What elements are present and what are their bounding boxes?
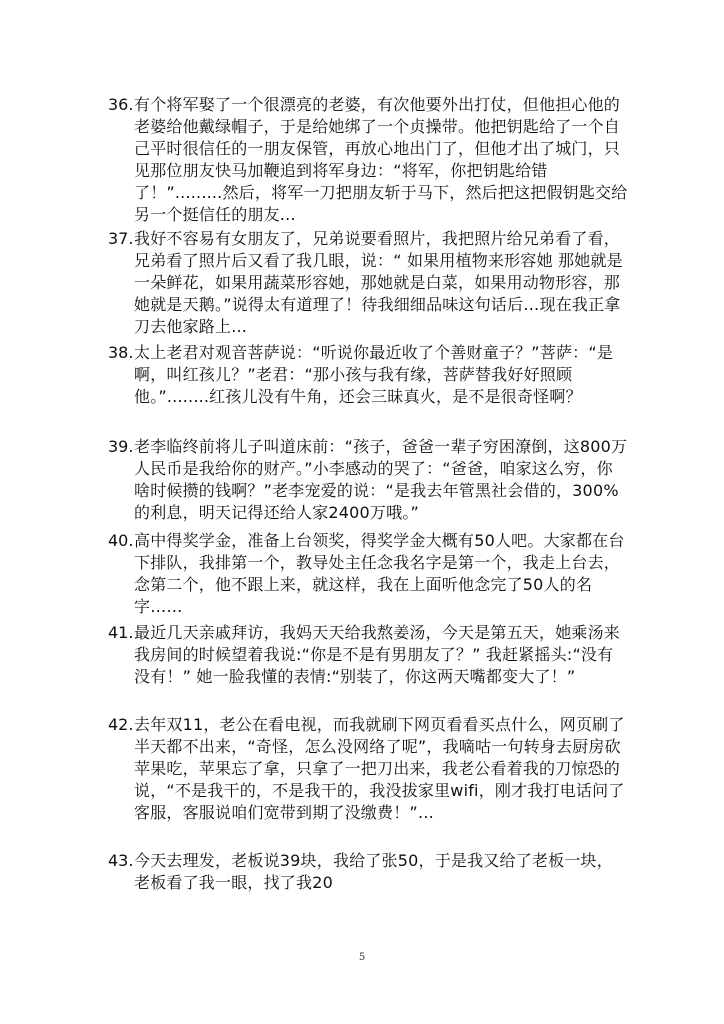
joke-item-38	[108, 342, 628, 408]
item-text: 太上老君对观音菩萨说：“听说你最近收了个善财童子？”菩萨：“是啊，叫红孩儿？”老君：“那小孩与我有缘，菩萨替我好好照顾他。”........红孩儿没有牛角，还会三昧真火，是不是很奇怪啊？	[134, 343, 614, 406]
item-text: 老李临终前将儿子叫道床前：“孩子，爸爸一辈子穷困潦倒，这800万人民币是我给你的财产。”小李感动的哭了：“爸爸，咱家这么穷，你啥时候攒的钱啊？”老李宠爱的说：“是我去年管黑社会借的，300%的利息，明天记得还给人家2400万哦。”	[134, 437, 628, 522]
item-number: 42.	[108, 715, 134, 734]
item-text: 有个将军娶了一个很漂亮的老婆，有次他要外出打仗，但他担心他的老婆给他戴绿帽子，于是给她绑了一个贞操带。他把钥匙给了一个自己平时很信任的一朋友保管，再放心地出门了，但他才出了城门，只见那位朋友快马加鞭追到将军身边：“将军，你把钥匙给错了！”.........然后，将军一刀把朋友斩于马下，然后把这把假钥匙交给另一个挺信任的朋友...	[134, 95, 628, 224]
item-number: 37.	[108, 229, 134, 248]
joke-item-43	[108, 850, 628, 894]
item-number: 41.	[108, 623, 134, 642]
joke-item-37	[108, 228, 628, 338]
item-number: 38.	[108, 343, 134, 362]
joke-item-41	[108, 622, 628, 688]
item-number: 39.	[108, 437, 134, 456]
item-text: 最近几天亲戚拜访，我妈天天给我熬姜汤，今天是第五天，她乘汤来我房间的时候望着我说:“你是不是有男朋友了？” 我赶紧摇头:“没有没有！” 她一脸我懂的表情:“别装了，你这两天嘴都变大了！”	[134, 623, 621, 686]
item-number: 43.	[108, 851, 134, 870]
item-text: 去年双11，老公在看电视，而我就刷下网页看看买点什么，网页刷了半天都不出来，“奇怪，怎么没网络了呢”，我嘀咕一句转身去厨房砍苹果吃，苹果忘了拿，只拿了一把刀出来，我老公看着我的刀惊恐的说，“不是我干的，不是我干的，我没拔家里wifi，刚才我打电话问了客服，客服说咱们宽带到期了没缴费！”…	[134, 715, 625, 822]
joke-item-40	[108, 530, 628, 618]
item-number: 36.	[108, 95, 134, 114]
joke-item-36	[108, 94, 628, 226]
page-number: 5	[358, 952, 366, 963]
item-text: 高中得奖学金，准备上台领奖，得奖学金大概有50人吧。大家都在台下排队，我排第一个，教导处主任念我名字是第一个，我走上台去，念第二个，他不跟上来，就这样，我在上面听他念完了50人的名字……	[134, 531, 625, 616]
item-number: 40.	[108, 531, 134, 550]
joke-item-39	[108, 436, 628, 524]
item-text: 我好不容易有女朋友了，兄弟说要看照片，我把照片给兄弟看了看，兄弟看了照片后又看了我几眼，说：“ 如果用植物来形容她 那她就是一朵鲜花，如果用蔬菜形容她，那她就是白菜，如果用动物形容，那她就是天鹅。”说得太有道理了！待我细细品味这句话后…现在我正拿刀去他家路上...	[134, 229, 623, 336]
item-text: 今天去理发，老板说39块，我给了张50，于是我又给了老板一块，老板看了我一眼，找了我20	[134, 851, 613, 892]
joke-item-42	[108, 714, 628, 824]
